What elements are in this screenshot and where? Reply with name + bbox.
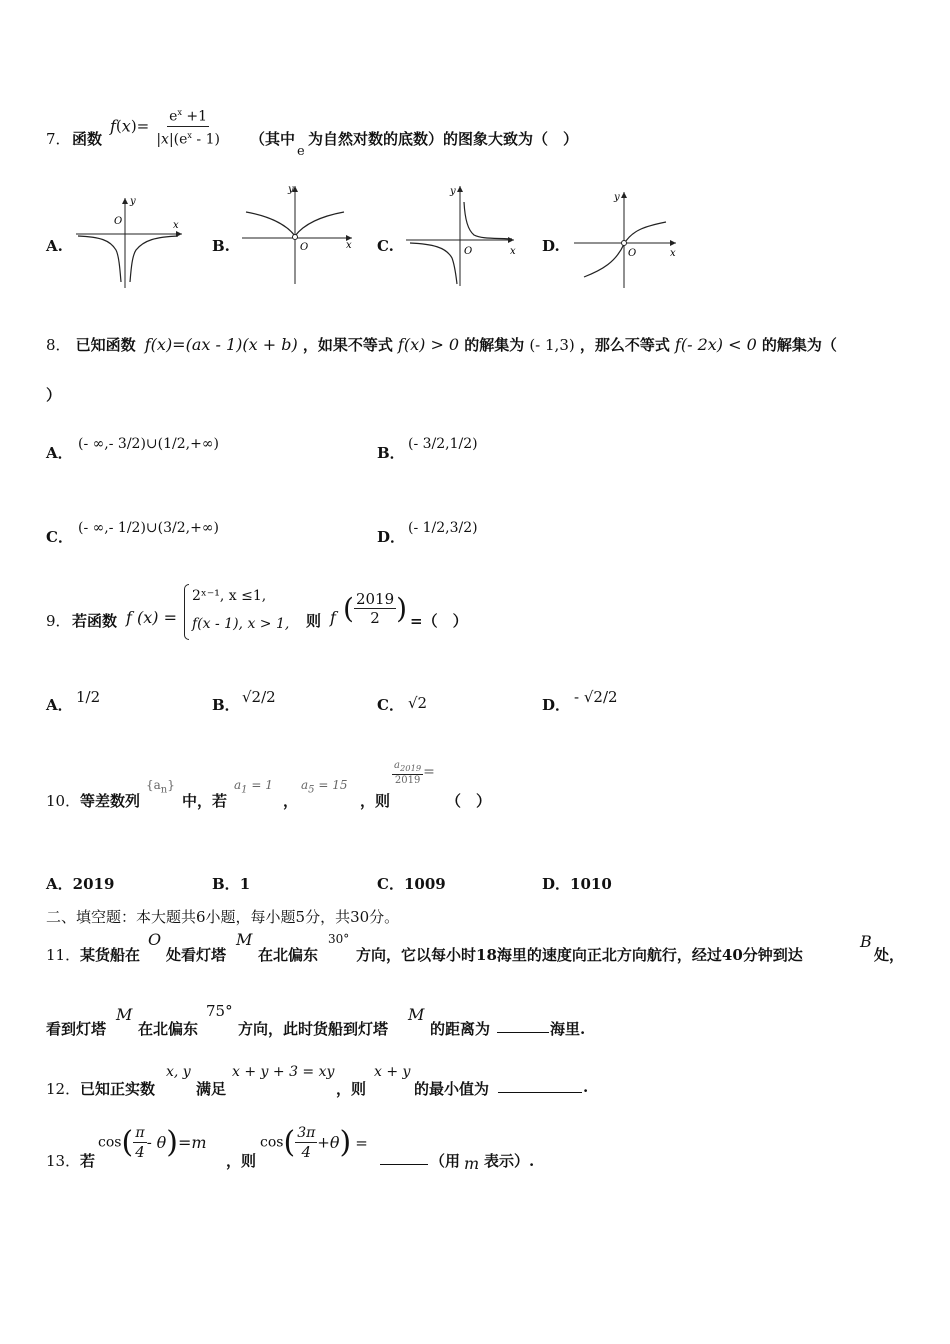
- q10-option-c: C．1009: [377, 875, 446, 893]
- q7-option-c-label: C.: [377, 237, 394, 255]
- q8-option-a-label: A．: [46, 444, 73, 462]
- q11-text-2: 处看灯塔: [166, 946, 227, 964]
- q11-text-4: 方向，它以每小时18海里的速度向正北方向航行，经过40分钟到达: [356, 946, 803, 964]
- q9-option-d-text: - √2/2: [574, 688, 618, 706]
- q8-option-c-label: C．: [46, 528, 73, 546]
- q12-sum: x + y: [374, 1064, 411, 1080]
- svg-text:y: y: [614, 192, 620, 203]
- q9-option-a-label: A．: [46, 696, 73, 714]
- q8-option-b-text: (- 3/2,1/2): [408, 436, 478, 452]
- q12-text-4: 的最小值为: [414, 1080, 490, 1098]
- q12-text-3: ，则: [336, 1080, 367, 1098]
- svg-text:O: O: [114, 216, 123, 227]
- q13-expression-2: cos( $\frac{3\pi}{4}$ +θ) =: [260, 1125, 368, 1161]
- q8-option-a-text: (- ∞,- 3/2)∪(1/2,+∞): [78, 436, 219, 452]
- q9-case-1: 2ˣ⁻¹, x ≤1,: [192, 588, 267, 604]
- q12-equation: x + y + 3 = xy: [232, 1064, 335, 1080]
- svg-text:x: x: [670, 248, 676, 259]
- q9-brace: [184, 584, 189, 640]
- q11-text-6: 看到灯塔: [46, 1020, 107, 1038]
- q13-text-4: 表示）.: [484, 1152, 535, 1170]
- q10-stem-pre: 等差数列: [80, 792, 141, 810]
- q8-number: 8．: [46, 336, 71, 354]
- q9-case-2: f(x - 1), x > 1,: [192, 616, 290, 632]
- q7-number: 7．: [46, 130, 71, 148]
- svg-text:y: y: [288, 184, 294, 195]
- q10-comma: ，: [283, 792, 299, 810]
- svg-text:y: y: [130, 196, 136, 207]
- svg-text:x: x: [346, 240, 352, 251]
- q7-graph-d: [570, 186, 682, 292]
- q10-sequence-symbol: $\{a_n\}$: [146, 778, 175, 796]
- q7-option-d-label: D.: [542, 237, 560, 255]
- q11-point-m-3: M: [408, 1005, 425, 1024]
- q7-graph-b: [238, 180, 358, 290]
- q13-expression-1: cos( $\frac{\pi}{4}$ - θ)=m: [98, 1125, 207, 1161]
- q8-option-b-label: B．: [377, 444, 405, 462]
- q10-answer-paren: （ ）: [446, 792, 492, 810]
- q7-option-a-label: A.: [46, 237, 63, 255]
- q11-point-o: O: [148, 930, 162, 949]
- svg-text:O: O: [300, 242, 309, 253]
- q9-argument: ( $\frac{2019}{2}$ ): [343, 590, 408, 627]
- svg-text:y: y: [450, 186, 456, 197]
- q10-option-b: B．1: [212, 875, 251, 893]
- q8-inequality-1: f(x) > 0: [397, 335, 460, 354]
- q8-option-c-text: (- ∞,- 1/2)∪(3/2,+∞): [78, 520, 219, 536]
- q13-number: 13．: [46, 1152, 81, 1170]
- q9-option-b-label: B．: [212, 696, 240, 714]
- q13-text-3: （用: [430, 1152, 461, 1170]
- q12-answer-blank[interactable]: [498, 1092, 582, 1093]
- q8-option-d-label: D．: [377, 528, 406, 546]
- q9-option-a-text: 1/2: [76, 688, 101, 706]
- q10-option-d: D．1010: [542, 875, 612, 893]
- section-2-heading: 二、填空题：本大题共6小题，每小题5分，共30分。: [46, 908, 400, 926]
- q7-stem-post: 为自然对数的底数）的图象大致为（ ）: [308, 130, 579, 148]
- q7-option-b-label: B.: [212, 237, 230, 255]
- q12-variables: x, y: [166, 1064, 191, 1080]
- q10-a1: $a_1 = 1$: [234, 778, 273, 796]
- q11-point-b: B: [860, 932, 872, 951]
- q9-option-b-text: √2/2: [242, 688, 276, 706]
- q11-text-3: 在北偏东: [258, 946, 319, 964]
- q11-text-7: 在北偏东: [138, 1020, 199, 1038]
- svg-text:O: O: [628, 248, 637, 259]
- q11-text-9: 的距离为: [430, 1020, 491, 1038]
- q9-stem-pre: 若函数: [72, 612, 118, 630]
- q8-interval: (- 1,3): [529, 336, 575, 354]
- q7-function-formula: f(x)= $\frac{e^x +1}{|x|(e^x - 1)}$: [110, 104, 222, 148]
- svg-text:O: O: [464, 246, 473, 257]
- q9-f-label: f (x) =: [126, 608, 178, 627]
- q11-number: 11．: [46, 946, 81, 964]
- q10-a5: $a_5 = 15$: [301, 778, 348, 796]
- q11-text-5: 处，: [874, 946, 905, 964]
- q9-option-c-text: √2: [408, 694, 428, 712]
- q11-text-1: 某货船在: [80, 946, 141, 964]
- q9-then: 则: [306, 612, 322, 630]
- q13-text-2: ，则: [226, 1152, 257, 1170]
- q9-f-symbol: f: [330, 608, 336, 627]
- q7-stem-pre: 函数: [72, 130, 103, 148]
- svg-text:x: x: [510, 246, 516, 257]
- q11-answer-blank[interactable]: [497, 1032, 549, 1033]
- q12-text-2: 满足: [196, 1080, 227, 1098]
- q11-angle-75: 75°: [206, 1002, 233, 1020]
- q12-text-1: 已知正实数: [80, 1080, 156, 1098]
- q8-function: f(x)=(ax - 1)(x + b): [144, 335, 298, 354]
- q12-number: 12．: [46, 1080, 81, 1098]
- q13-answer-blank[interactable]: [380, 1164, 428, 1165]
- q13-text-1: 若: [80, 1152, 96, 1170]
- q10-then: ，则: [360, 792, 391, 810]
- q9-stem-post: =（ ）: [410, 612, 468, 630]
- q7-graph-a: [70, 190, 188, 290]
- q10-number: 10．: [46, 792, 81, 810]
- q11-angle-30: 30°: [328, 932, 350, 946]
- svg-text:x: x: [173, 220, 179, 231]
- q9-number: 9．: [46, 612, 71, 630]
- q11-point-m: M: [236, 930, 253, 949]
- q7-e-symbol: e: [297, 144, 305, 159]
- q8-inequality-2: f(- 2x) < 0: [674, 335, 757, 354]
- q11-text-8: 方向，此时货船到灯塔: [238, 1020, 389, 1038]
- q9-option-c-label: C．: [377, 696, 404, 714]
- q10-fraction: $\frac{a_{2019}}{2019}$ =: [394, 760, 435, 786]
- q13-m-symbol: m: [464, 1154, 480, 1173]
- q8-option-d-text: (- 1/2,3/2): [408, 520, 478, 536]
- q10-stem-mid: 中，若: [182, 792, 228, 810]
- q9-option-d-label: D．: [542, 696, 571, 714]
- q11-text-10: 海里.: [550, 1020, 586, 1038]
- q7-graph-c: [402, 180, 522, 290]
- q7-stem-mid: （其中: [250, 130, 296, 148]
- q8-close-paren: ）: [46, 386, 62, 404]
- q11-point-m-2: M: [116, 1005, 133, 1024]
- q8-stem: 8． 已知函数 f(x)=(ax - 1)(x + b) ，如果不等式 f(x) > 0 的解集为 (- 1,3) ，那么不等式 f(- 2x) < 0 的解集为（: [46, 335, 837, 354]
- q10-option-a: A．2019: [46, 875, 115, 893]
- q12-text-5: .: [583, 1078, 589, 1096]
